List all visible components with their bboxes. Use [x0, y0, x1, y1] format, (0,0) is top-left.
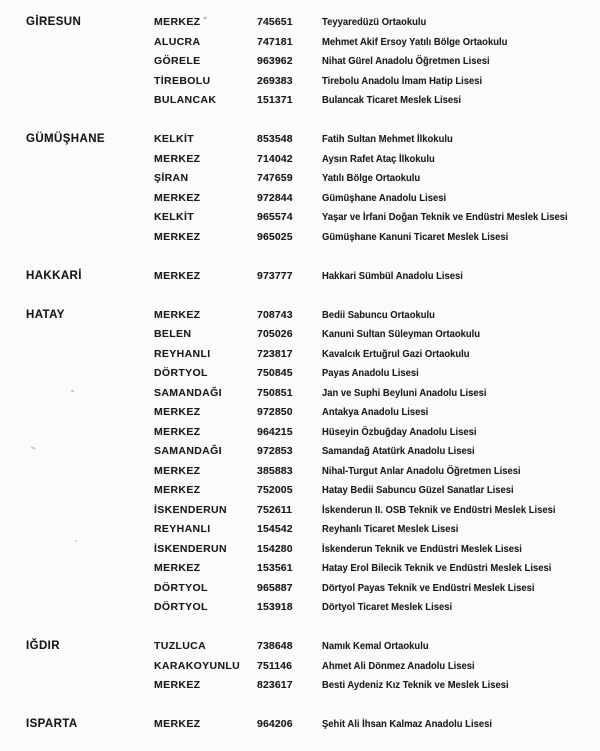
school-name-cell: Besti Aydeniz Kız Teknik ve Meslek Lisesi [322, 679, 509, 691]
school-code-cell: 747181 [257, 35, 293, 48]
school-code-cell: 750845 [257, 367, 293, 379]
school-code-cell: 747659 [257, 172, 293, 184]
district-cell: KARAKOYUNLU [154, 659, 241, 672]
school-row [0, 345, 600, 365]
district-cell: MERKEZ [154, 718, 201, 730]
district-cell: DÖRTYOL [154, 601, 208, 613]
school-row [0, 559, 600, 579]
school-code-cell: 738648 [257, 640, 293, 652]
school-name-cell: Fatih Sultan Mehmet İlkokulu [322, 133, 453, 145]
district-cell: İSKENDERUN [154, 503, 227, 516]
district-cell: MERKEZ [154, 406, 201, 418]
district-cell: BULANCAK [154, 94, 217, 106]
school-name-cell: Antakya Anadolu Lisesi [322, 406, 429, 418]
school-row [0, 540, 600, 560]
school-code-cell: 708743 [257, 308, 293, 321]
school-row [0, 325, 600, 345]
province-label: GİRESUN [26, 16, 82, 28]
school-name-cell: Tirebolu Anadolu İmam Hatip Lisesi [322, 74, 483, 87]
school-name-cell: Samandağ Atatürk Anadolu Lisesi [322, 445, 475, 457]
school-name-cell: Hatay Erol Bilecik Teknik ve Endüstri Meslek Lisesi [322, 562, 552, 574]
school-code-cell: 723817 [257, 347, 293, 360]
school-code-cell: 745651 [257, 16, 293, 28]
school-row [0, 13, 600, 33]
province-label: IĞDIR [26, 640, 60, 652]
school-row [0, 267, 600, 287]
district-cell: MERKEZ [154, 679, 201, 691]
school-code-cell: 823617 [257, 679, 293, 691]
school-name-cell: Teyyaredüzü Ortaokulu [322, 16, 427, 28]
school-row [0, 520, 600, 540]
school-name-cell: Gümüşhane Anadolu Lisesi [322, 191, 447, 204]
school-row [0, 598, 600, 618]
district-cell: MERKEZ [154, 308, 201, 321]
district-cell: ŞİRAN [154, 172, 189, 184]
district-cell: KELKİT [154, 133, 195, 145]
school-row [0, 364, 600, 384]
school-name-cell: Kanuni Sultan Süleyman Ortaokulu [322, 328, 481, 340]
province-label: HATAY [26, 308, 65, 321]
school-code-cell: 750851 [257, 386, 293, 399]
district-cell: DÖRTYOL [154, 581, 208, 594]
school-row [0, 462, 600, 482]
district-cell: İSKENDERUN [154, 542, 227, 555]
district-cell: REYHANLI [154, 347, 211, 360]
school-code-cell: 963962 [257, 55, 293, 67]
school-row [0, 676, 600, 696]
district-cell: MERKEZ [154, 191, 201, 204]
school-row [0, 150, 600, 170]
school-row [0, 637, 600, 657]
school-row [0, 169, 600, 189]
district-cell: MERKEZ [154, 16, 201, 28]
school-row [0, 481, 600, 501]
district-cell: DÖRTYOL [154, 367, 208, 379]
school-row [0, 72, 600, 92]
school-row [0, 403, 600, 423]
district-cell: MERKEZ [154, 464, 201, 477]
province-section [0, 306, 600, 618]
school-name-cell: Yatılı Bölge Ortaokulu [322, 172, 421, 184]
school-list-table [0, 13, 600, 735]
school-name-cell: Nihal-Turgut Anlar Anadolu Öğretmen Lisesi [322, 464, 521, 477]
district-cell: TUZLUCA [154, 640, 207, 652]
school-code-cell: 972853 [257, 445, 293, 457]
school-name-cell: Aysın Rafet Ataç İlkokulu [322, 152, 435, 165]
school-name-cell: Hakkari Sümbül Anadolu Lisesi [322, 269, 463, 282]
school-code-cell: 752005 [257, 484, 293, 496]
school-code-cell: 154542 [257, 523, 293, 535]
district-cell: MERKEZ [154, 484, 201, 496]
school-row [0, 130, 600, 150]
district-cell: GÖRELE [154, 55, 201, 67]
school-row [0, 189, 600, 209]
school-code-cell: 153918 [257, 601, 293, 613]
province-section [0, 715, 600, 735]
school-name-cell: Reyhanlı Ticaret Meslek Lisesi [322, 523, 459, 535]
school-code-cell: 964206 [257, 718, 293, 730]
district-cell: SAMANDAĞI [154, 445, 222, 457]
school-code-cell: 751146 [257, 659, 293, 672]
school-row [0, 306, 600, 326]
school-row [0, 91, 600, 111]
school-code-cell: 973777 [257, 269, 293, 282]
school-name-cell: Kavalcık Ertuğrul Gazi Ortaokulu [322, 347, 470, 360]
school-name-cell: Mehmet Akif Ersoy Yatılı Bölge Ortaokulu [322, 35, 508, 48]
school-code-cell: 269383 [257, 74, 293, 87]
school-row [0, 715, 600, 735]
school-code-cell: 705026 [257, 328, 293, 340]
school-name-cell: Jan ve Suphi Beyluni Anadolu Lisesi [322, 386, 487, 399]
district-cell: MERKEZ [154, 269, 201, 282]
school-name-cell: Gümüşhane Kanuni Ticaret Meslek Lisesi [322, 230, 509, 243]
district-cell: ALUCRA [154, 35, 201, 48]
school-name-cell: İskenderun II. OSB Teknik ve Endüstri Meslek Lisesi [322, 503, 556, 516]
school-name-cell: Bedii Sabuncu Ortaokulu [322, 308, 435, 321]
school-name-cell: Ahmet Ali Dönmez Anadolu Lisesi [322, 659, 475, 672]
province-label: GÜMÜŞHANE [26, 133, 105, 145]
district-cell: KELKİT [154, 211, 195, 223]
school-row [0, 501, 600, 521]
school-code-cell: 965887 [257, 581, 293, 594]
school-code-cell: 153561 [257, 562, 293, 574]
school-name-cell: Hatay Bedii Sabuncu Güzel Sanatlar Lisesi [322, 484, 514, 496]
province-section [0, 267, 600, 287]
province-section [0, 637, 600, 696]
school-name-cell: Hüseyin Özbuğday Anadolu Lisesi [322, 425, 477, 438]
school-code-cell: 964215 [257, 425, 293, 438]
district-cell: MERKEZ [154, 230, 201, 243]
district-cell: REYHANLI [154, 523, 211, 535]
school-name-cell: Namık Kemal Ortaokulu [322, 640, 429, 652]
school-row [0, 442, 600, 462]
school-name-cell: İskenderun Teknik ve Endüstri Meslek Lisesi [322, 542, 522, 555]
district-cell: MERKEZ [154, 152, 201, 165]
school-name-cell: Nihat Gürel Anadolu Öğretmen Lisesi [322, 55, 490, 67]
district-cell: MERKEZ [154, 562, 201, 574]
province-label: ISPARTA [26, 718, 78, 730]
school-row [0, 423, 600, 443]
school-row [0, 657, 600, 677]
school-code-cell: 965025 [257, 230, 293, 243]
school-name-cell: Payas Anadolu Lisesi [322, 367, 419, 379]
school-row [0, 208, 600, 228]
school-name-cell: Dörtyol Payas Teknik ve Endüstri Meslek Lisesi [322, 581, 535, 594]
school-code-cell: 714042 [257, 152, 293, 165]
school-name-cell: Yaşar ve İrfani Doğan Teknik ve Endüstri Meslek Lisesi [322, 211, 568, 223]
district-cell: MERKEZ [154, 425, 201, 438]
province-section [0, 13, 600, 111]
school-code-cell: 972844 [257, 191, 293, 204]
province-section [0, 130, 600, 247]
district-cell: TİREBOLU [154, 74, 211, 87]
school-name-cell: Şehit Ali İhsan Kalmaz Anadolu Lisesi [322, 718, 492, 730]
school-code-cell: 151371 [257, 94, 293, 106]
school-name-cell: Dörtyol Ticaret Meslek Lisesi [322, 601, 453, 613]
school-code-cell: 853548 [257, 133, 293, 145]
district-cell: SAMANDAĞI [154, 386, 222, 399]
school-code-cell: 385883 [257, 464, 293, 477]
school-row [0, 228, 600, 248]
school-row [0, 33, 600, 53]
province-label: HAKKARİ [26, 269, 82, 282]
school-row [0, 579, 600, 599]
school-code-cell: 965574 [257, 211, 293, 223]
school-code-cell: 154280 [257, 542, 293, 555]
district-cell: BELEN [154, 328, 192, 340]
school-name-cell: Bulancak Ticaret Meslek Lisesi [322, 94, 462, 106]
school-code-cell: 972850 [257, 406, 293, 418]
school-row [0, 384, 600, 404]
school-code-cell: 752611 [257, 503, 293, 516]
school-row [0, 52, 600, 72]
